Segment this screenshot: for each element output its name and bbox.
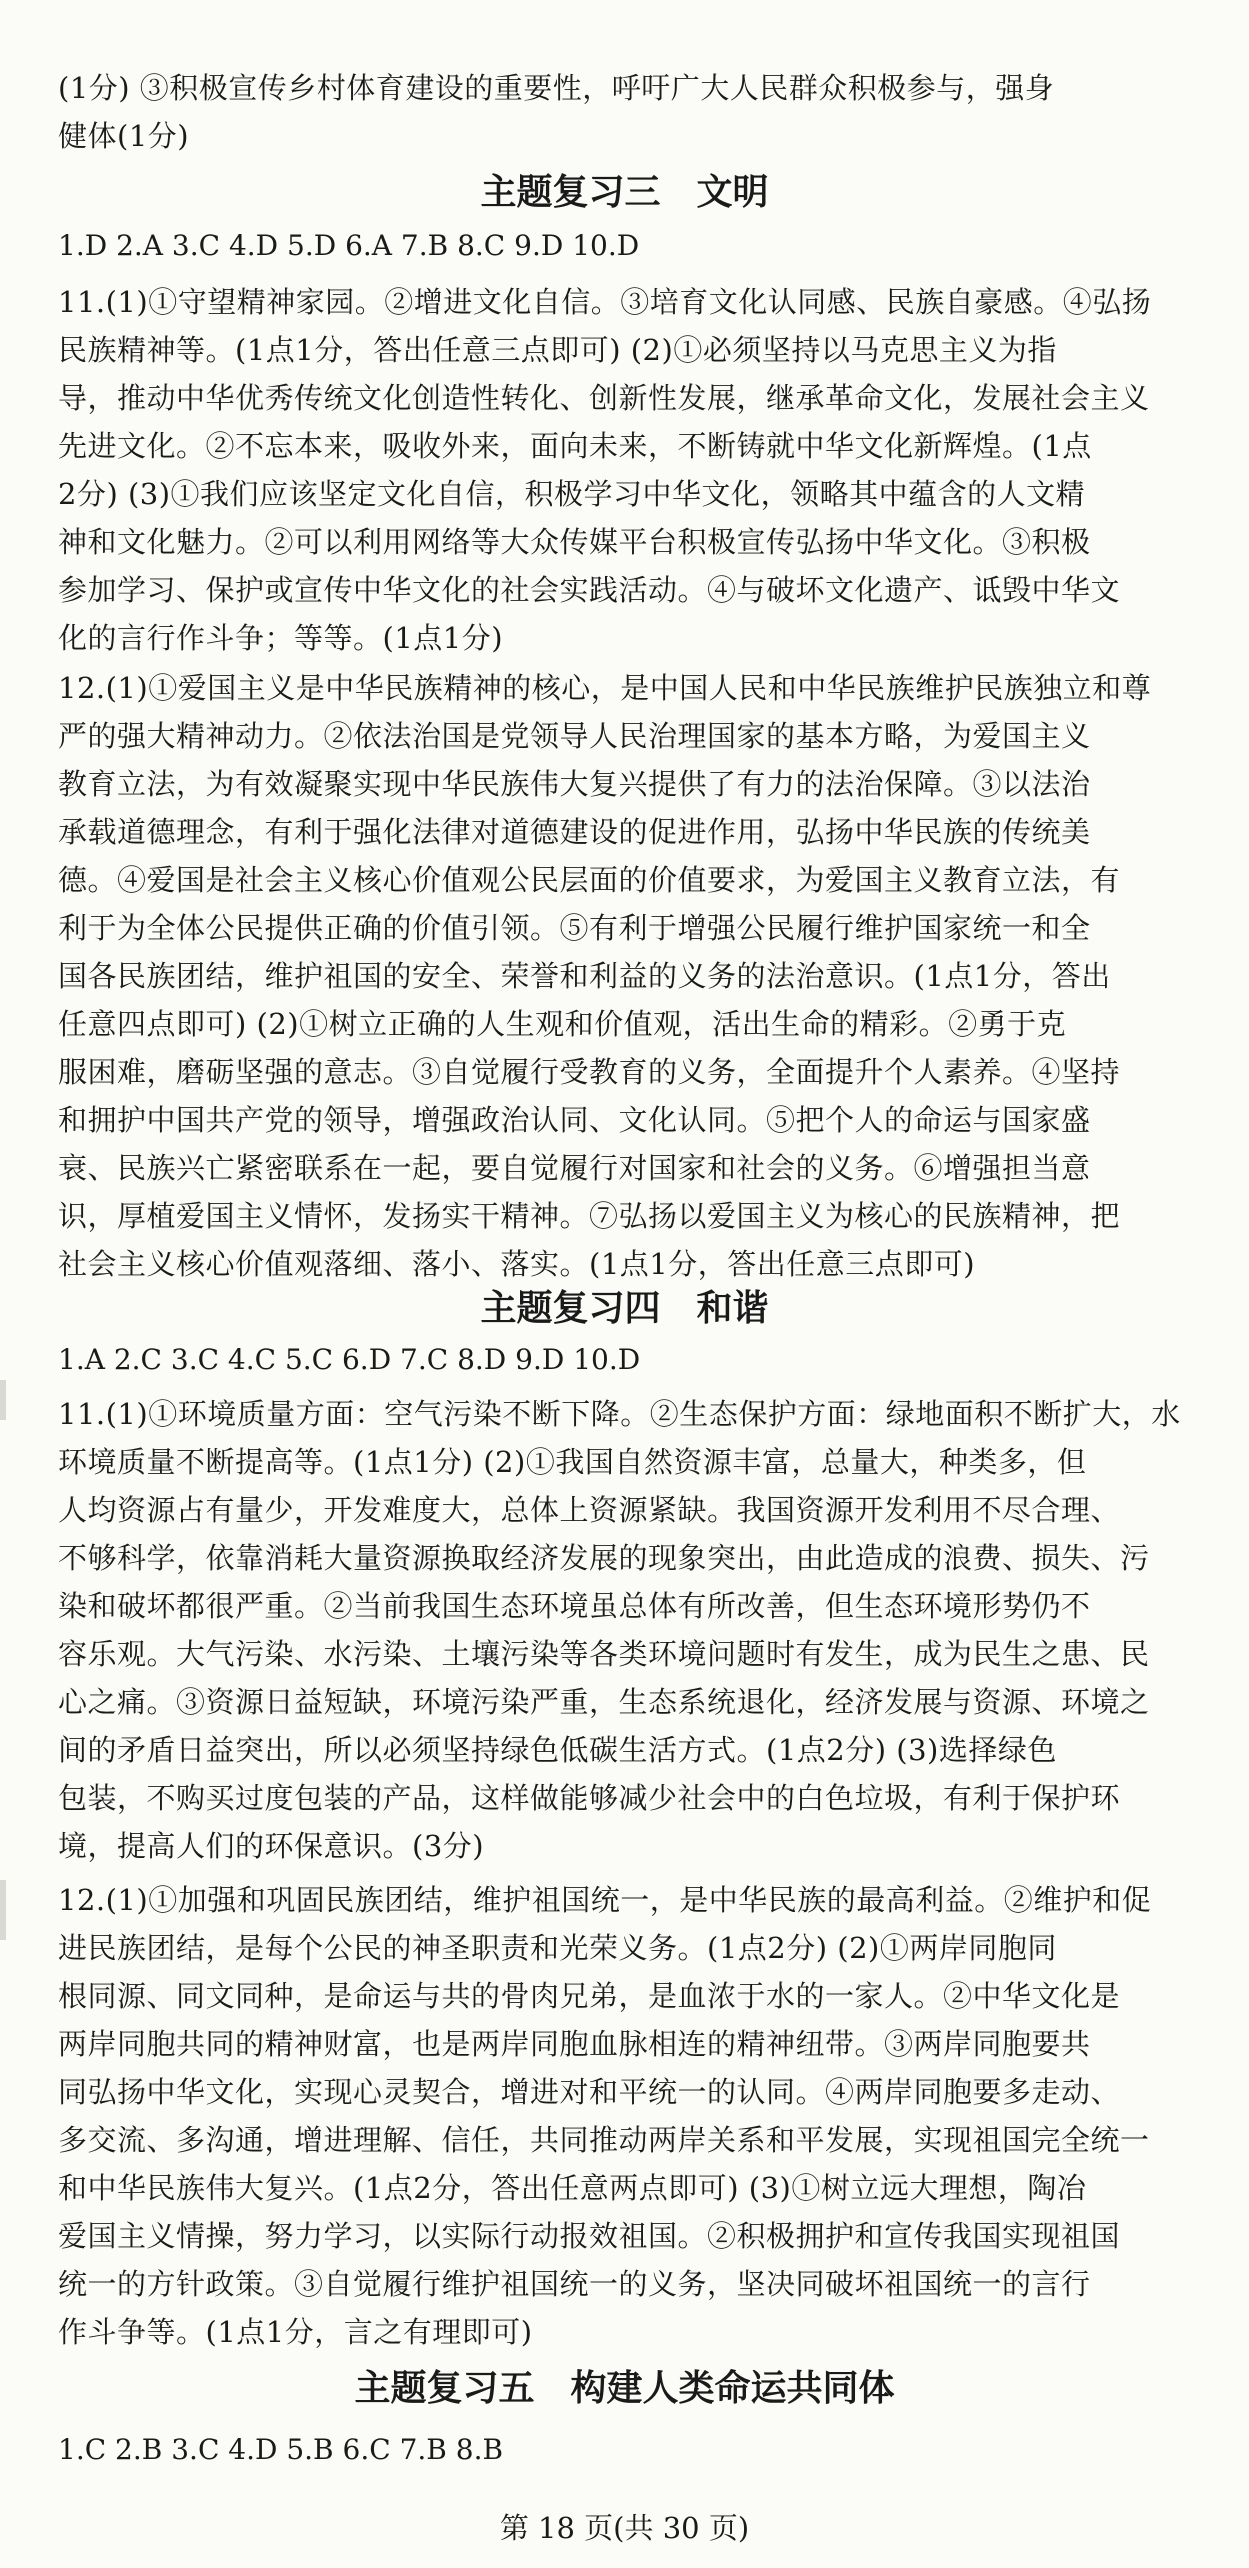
q11-line: 化的言行作斗争；等等。(1点1分) (58, 621, 504, 655)
q12-line: 统一的方针政策。③自觉履行维护祖国统一的义务，坚决同破坏祖国统一的言行 (58, 2267, 1091, 2301)
q12-line: 任意四点即可) (2)①树立正确的人生观和价值观，活出生命的精彩。②勇于克 (58, 1007, 1067, 1041)
q12-line: 识，厚植爱国主义情怀，发扬实干精神。⑦弘扬以爱国主义为核心的民族精神，把 (58, 1199, 1121, 1233)
q11-line: 容乐观。大气污染、水污染、土壤污染等各类环境问题时有发生，成为民生之患、民 (58, 1637, 1150, 1671)
q11-line: 先进文化。②不忘本来，吸收外来，面向未来，不断铸就中华文化新辉煌。(1点 (58, 429, 1092, 463)
q12-line: 德。④爱国是社会主义核心价值观公民层面的价值要求，为爱国主义教育立法，有 (58, 863, 1121, 897)
q12-line: 和拥护中国共产党的领导，增强政治认同、文化认同。⑤把个人的命运与国家盛 (58, 1103, 1091, 1137)
q11-line: 环境质量不断提高等。(1点1分) (2)①我国自然资源丰富，总量大，种类多，但 (58, 1445, 1087, 1479)
page-footer: 第 18 页(共 30 页) (499, 2511, 750, 2545)
q12-line: 服困难，磨砺坚强的意志。③自觉履行受教育的义务，全面提升个人素养。④坚持 (58, 1055, 1121, 1089)
q12-line: 社会主义核心价值观落细、落小、落实。(1点1分，答出任意三点即可) (58, 1247, 976, 1281)
q11-line: 包装，不购买过度包装的产品，这样做能够减少社会中的白色垃圾，有利于保护环 (58, 1781, 1121, 1815)
q12-line: 根同源、同文同种，是命运与共的骨肉兄弟，是血浓于水的一家人。②中华文化是 (58, 1979, 1121, 2013)
q11-line: 参加学习、保护或宣传中华文化的社会实践活动。④与破坏文化遗产、诋毁中华文 (58, 573, 1121, 607)
q12-line: 同弘扬中华文化，实现心灵契合，增进对和平统一的认同。④两岸同胞要多走动、 (58, 2075, 1121, 2109)
choice-answers: 1.C 2.B 3.C 4.D 5.B 6.C 7.B 8.B (58, 2433, 504, 2466)
section-title: 主题复习四 和谐 (480, 1288, 769, 1329)
q12-line: 作斗争等。(1点1分，言之有理即可) (58, 2315, 533, 2349)
scan-edge-mark (0, 1880, 6, 1940)
q11-line: 人均资源占有量少，开发难度大，总体上资源紧缺。我国资源开发利用不尽合理、 (58, 1493, 1121, 1527)
choice-answers: 1.A 2.C 3.C 4.C 5.C 6.D 7.C 8.D 9.D 10.D (58, 1343, 641, 1376)
q12-line: 严的强大精神动力。②依法治国是党领导人民治理国家的基本方略，为爱国主义 (58, 719, 1091, 753)
intro-line: 健体(1分) (58, 119, 190, 153)
q12-line: 教育立法，为有效凝聚实现中华民族伟大复兴提供了有力的法治保障。③以法治 (58, 767, 1091, 801)
scan-edge-mark (0, 1380, 6, 1420)
choice-answers: 1.D 2.A 3.C 4.D 5.D 6.A 7.B 8.C 9.D 10.D (58, 229, 640, 262)
q11-line: 染和破坏都很严重。②当前我国生态环境虽总体有所改善，但生态环境形势仍不 (58, 1589, 1091, 1623)
q11-line: 心之痛。③资源日益短缺，环境污染严重，生态系统退化，经济发展与资源、环境之 (58, 1685, 1150, 1719)
q11-line: 11.(1)①守望精神家园。②增进文化自信。③培育文化认同感、民族自豪感。④弘扬 (58, 285, 1152, 319)
q11-line: 境，提高人们的环保意识。(3分) (58, 1829, 485, 1863)
q12-line: 12.(1)①爱国主义是中华民族精神的核心，是中国人民和中华民族维护民族独立和尊 (58, 671, 1152, 705)
section-title: 主题复习三 文明 (480, 172, 769, 213)
q12-line: 利于为全体公民提供正确的价值引领。⑤有利于增强公民履行维护国家统一和全 (58, 911, 1091, 945)
q11-line: 间的矛盾日益突出，所以必须坚持绿色低碳生活方式。(1点2分) (3)选择绿色 (58, 1733, 1057, 1767)
q12-line: 和中华民族伟大复兴。(1点2分，答出任意两点即可) (3)①树立远大理想，陶冶 (58, 2171, 1087, 2205)
q12-line: 多交流、多沟通，增进理解、信任，共同推动两岸关系和平发展，实现祖国完全统一 (58, 2123, 1150, 2157)
q12-line: 承载道德理念，有利于强化法律对道德建设的促进作用，弘扬中华民族的传统美 (58, 815, 1091, 849)
q11-line: 神和文化魅力。②可以利用网络等大众传媒平台积极宣传弘扬中华文化。③积极 (58, 525, 1091, 559)
section-title: 主题复习五 构建人类命运共同体 (354, 2368, 895, 2409)
q11-line: 2分) (3)①我们应该坚定文化自信，积极学习中华文化，领略其中蕴含的人文精 (58, 477, 1086, 511)
q11-line: 不够科学，依靠消耗大量资源换取经济发展的现象突出，由此造成的浪费、损失、污 (58, 1541, 1150, 1575)
q12-line: 两岸同胞共同的精神财富，也是两岸同胞血脉相连的精神纽带。③两岸同胞要共 (58, 2027, 1091, 2061)
q12-line: 12.(1)①加强和巩固民族团结，维护祖国统一，是中华民族的最高利益。②维护和促 (58, 1883, 1152, 1917)
q12-line: 衰、民族兴亡紧密联系在一起，要自觉履行对国家和社会的义务。⑥增强担当意 (58, 1151, 1091, 1185)
intro-line: (1分) ③积极宣传乡村体育建设的重要性，呼吁广大人民群众积极参与，强身 (58, 71, 1055, 105)
q12-line: 进民族团结，是每个公民的神圣职责和光荣义务。(1点2分) (2)①两岸同胞同 (58, 1931, 1057, 1965)
q11-line: 11.(1)①环境质量方面：空气污染不断下降。②生态保护方面：绿地面积不断扩大，水 (58, 1397, 1181, 1431)
q11-line: 民族精神等。(1点1分，答出任意三点即可) (2)①必须坚持以马克思主义为指 (58, 333, 1057, 367)
q12-line: 爱国主义情操，努力学习，以实际行动报效祖国。②积极拥护和宣传我国实现祖国 (58, 2219, 1121, 2253)
q12-line: 国各民族团结，维护祖国的安全、荣誉和利益的义务的法治意识。(1点1分，答出 (58, 959, 1111, 993)
q11-line: 导，推动中华优秀传统文化创造性转化、创新性发展，继承革命文化，发展社会主义 (58, 381, 1150, 415)
